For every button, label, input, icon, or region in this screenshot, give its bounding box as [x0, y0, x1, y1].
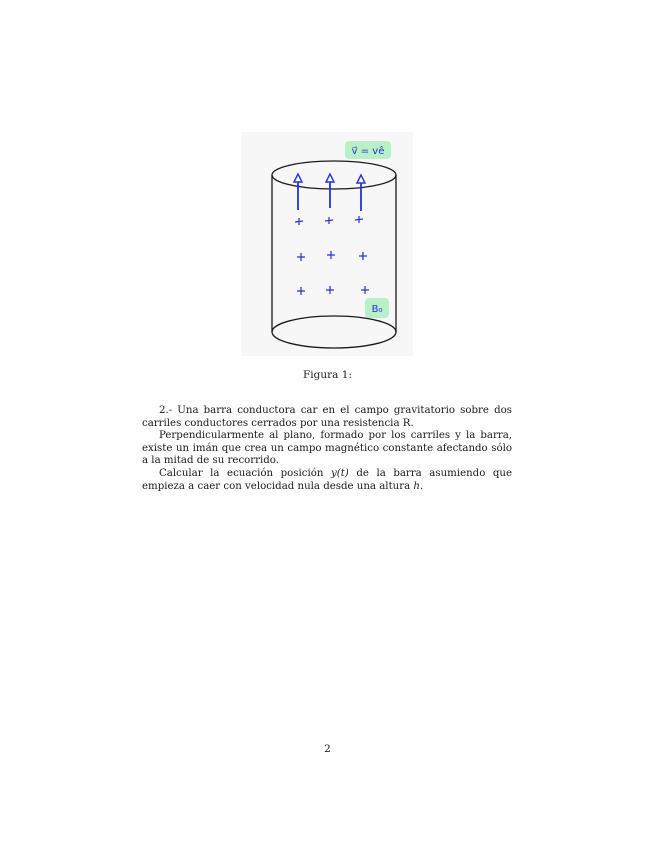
- problem-paragraph: [142, 468, 512, 493]
- velocity-arrows: [294, 174, 365, 211]
- problem-paragraph: 2.- Una barra conductora car en el campo gravitatorio sobre dos carriles conductores cerrados por una resistencia R.: [142, 405, 512, 429]
- cylinder-bottom-ellipse: [272, 316, 396, 348]
- field-crosses: [295, 216, 369, 295]
- field-cross: [327, 251, 335, 259]
- figure-caption: Figura 1:: [303, 369, 352, 381]
- problem-statement: [142, 405, 512, 493]
- problem-text: .: [419, 480, 424, 492]
- field-cross: [359, 252, 367, 260]
- velocity-label: v⃗ = vê: [351, 146, 385, 157]
- field-cross: [325, 217, 333, 224]
- math-height: h: [413, 480, 420, 492]
- field-label: B₀: [371, 304, 383, 315]
- problem-paragraph: Perpendicularmente al plano, formado por los carriles y la barra, existe un imán que crea un campo magnético constante afectando sólo a la mitad de su recorrido.: [142, 430, 512, 467]
- velocity-arrowhead: [357, 175, 365, 183]
- field-cross: [295, 218, 303, 225]
- velocity-arrowhead: [294, 174, 302, 182]
- field-cross: [355, 216, 363, 223]
- problem-text: Calcular la ecuación posición: [159, 467, 331, 479]
- page-number: 2: [324, 743, 331, 755]
- figure-cylinder: [241, 132, 413, 356]
- cylinder-drawing: [241, 132, 413, 356]
- math-position-function: y(t): [330, 467, 349, 479]
- cylinder-top-ellipse: [272, 161, 396, 189]
- field-cross: [361, 286, 369, 294]
- field-cross: [326, 286, 334, 294]
- problem-text: de la barra asumiendo que empieza a caer con velocidad nula desde una altura: [142, 467, 512, 492]
- field-cross: [297, 253, 305, 261]
- velocity-arrowhead: [326, 174, 334, 182]
- field-cross: [297, 287, 305, 295]
